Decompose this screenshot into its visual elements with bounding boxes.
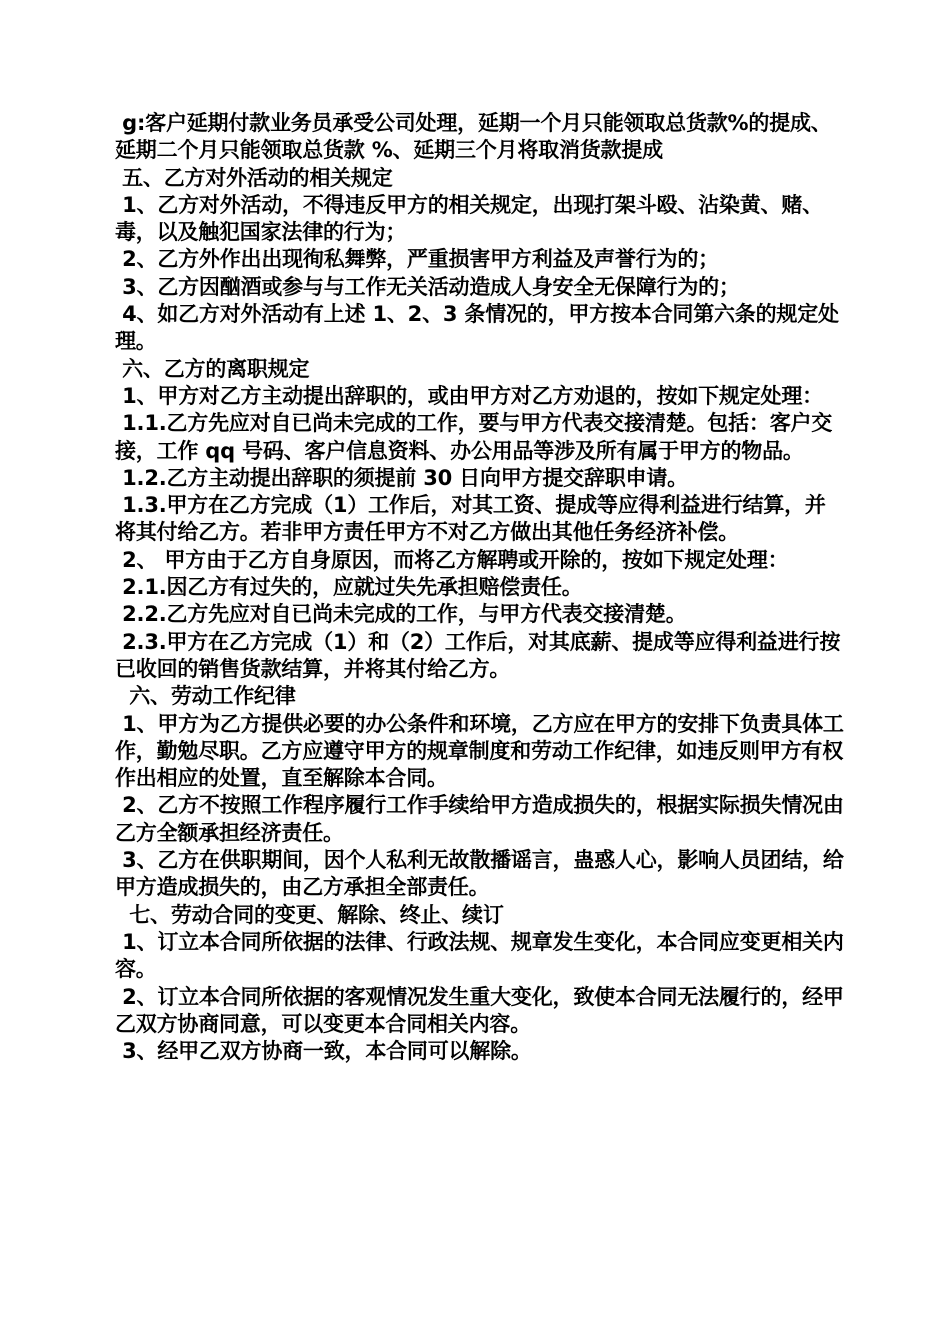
section-heading-7: 七、劳动合同的变更、解除、终止、续订 (115, 902, 504, 927)
paragraph-6-1-2: 1.2.乙方主动提出辞职的须提前 30 日向甲方提交辞职申请。 (115, 465, 688, 490)
paragraph-late-payment: g:客户延期付款业务员承受公司处理，延期一个月只能领取总货款%的提成、延期二个月只能领取总货款 %、延期三个月将取消货款提成 (115, 111, 832, 163)
paragraph-7-2: 2、订立本合同所依据的客观情况发生重大变化，致使本合同无法履行的，经甲乙双方协商同意，可以变更本合同相关内容。 (115, 984, 844, 1036)
paragraph-7-1: 1、订立本合同所依据的法律、行政法规、规章发生变化，本合同应变更相关内容。 (115, 929, 844, 982)
paragraph-6-1-3: 1.3.甲方在乙方完成（1）工作后，对其工资、提成等应得利益进行结算，并将其付给乙方。若非甲方责任甲方不对乙方做出其他任务经济补偿。 (115, 493, 826, 545)
section-heading-6-resignation: 六、乙方的离职规定 (115, 356, 310, 381)
paragraph-7-3: 3、经甲乙双方协商一致，本合同可以解除。 (115, 1039, 532, 1064)
paragraph-6-2-3: 2.3.甲方在乙方完成（1）和（2）工作后，对其底薪、提成等应得利益进行按已收回的销售货款结算，并将其付给乙方。 (115, 629, 841, 681)
paragraph-5-3: 3、乙方因酗酒或参与与工作无关活动造成人身安全无保障行为的； (115, 274, 740, 299)
section-heading-6-discipline: 六、劳动工作纪律 (115, 684, 296, 709)
document-body (115, 110, 845, 1065)
paragraph-5-4: 4、如乙方对外活动有上述 1、2、3 条情况的，甲方按本合同第六条的规定处理。 (115, 302, 839, 354)
paragraph-6-1-1: 1.1.乙方先应对自已尚未完成的工作，要与甲方代表交接清楚。包括：客户交接，工作 qq 号码、客户信息资料、办公用品等涉及所有属于甲方的物品。 (115, 411, 833, 463)
paragraph-discipline-1: 1、甲方为乙方提供必要的办公条件和环境，乙方应在甲方的安排下负责具体工作，勤勉尽职。乙方应遵守甲方的规章制度和劳动工作纪律，如违反则甲方有权作出相应的处置，直至解除本合同。 (115, 711, 844, 791)
paragraph-6-2-2: 2.2.乙方先应对自已尚未完成的工作，与甲方代表交接清楚。 (115, 602, 687, 627)
paragraph-6-1: 1、甲方对乙方主动提出辞职的，或由甲方对乙方劝退的，按如下规定处理： (115, 383, 823, 408)
paragraph-discipline-2: 2、乙方不按照工作程序履行工作手续给甲方造成损失的，根据实际损失情况由乙方全额承担经济责任。 (115, 793, 844, 845)
paragraph-5-2: 2、乙方外作出出现徇私舞弊，严重损害甲方利益及声誉行为的； (115, 247, 719, 272)
paragraph-5-1: 1、乙方对外活动，不得违反甲方的相关规定，出现打架斗殴、沾染黄、赌、毒，以及触犯国家法律的行为； (115, 192, 823, 245)
paragraph-discipline-3: 3、乙方在供职期间，因个人私利无故散播谣言，蛊惑人心，影响人员团结，给甲方造成损失的，由乙方承担全部责任。 (115, 848, 844, 900)
paragraph-6-2-1: 2.1.因乙方有过失的，应就过失先承担赔偿责任。 (115, 575, 583, 600)
paragraph-6-2: 2、 甲方由于乙方自身原因，而将乙方解聘或开除的，按如下规定处理： (115, 547, 789, 572)
section-heading-5: 五、乙方对外活动的相关规定 (115, 165, 393, 190)
